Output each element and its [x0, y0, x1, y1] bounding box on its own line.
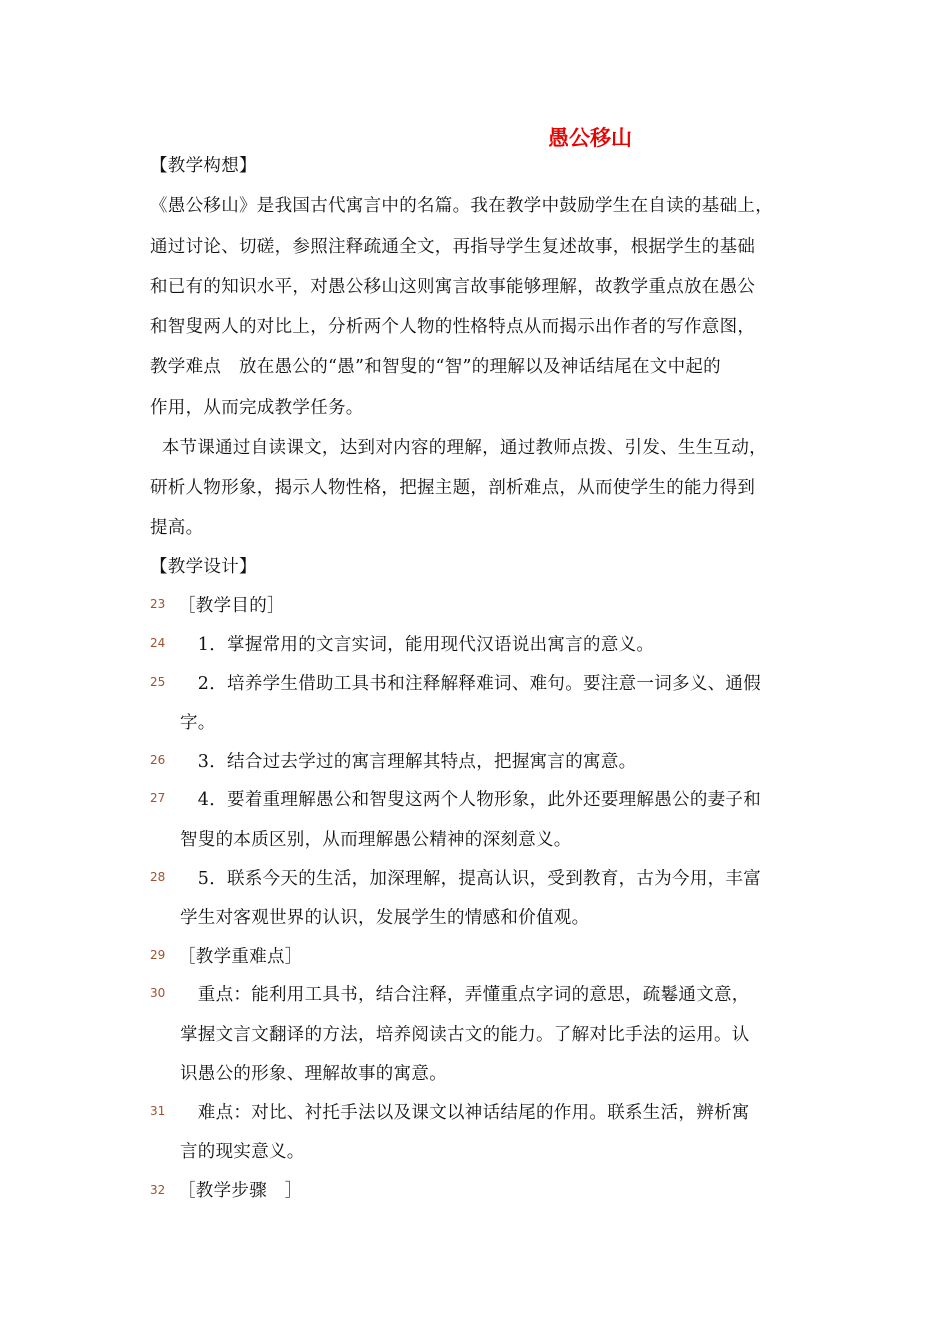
design-line: ［教学重难点］: [178, 947, 303, 967]
line-number: 26: [150, 753, 166, 767]
paragraph-line: 《愚公移山》是我国古代寓言中的名篇。我在教学中鼓励学生在自读的基础上，: [150, 196, 773, 216]
line-number: 23: [150, 597, 166, 611]
design-line: ［教学步骤 ］: [178, 1181, 303, 1201]
line-number: 28: [150, 870, 166, 884]
design-line: 学生对客观世界的认识，发展学生的情感和价值观。: [180, 908, 590, 928]
section-heading-teaching-design: 【教学设计】: [150, 557, 257, 577]
paragraph-line: 本节课通过自读课文，达到对内容的理解，通过教师点拨、引发、生生互动，: [150, 438, 767, 458]
section-heading-teaching-concept: 【教学构想】: [150, 156, 257, 176]
design-line: 5．联系今天的生活，加深理解，提高认识，受到教育，古为今用，丰富: [180, 869, 762, 889]
line-number: 30: [150, 986, 166, 1000]
document-title: 愚公移山: [548, 126, 632, 150]
paragraph-line: 研析人物形象，揭示人物性格，把握主题，剖析难点，从而使学生的能力得到: [150, 478, 756, 498]
paragraph-line: 教学难点 放在愚公的“愚”和智叟的“智”的理解以及神话结尾在文中起的: [150, 357, 721, 377]
paragraph-line: 作用，从而完成教学任务。: [150, 398, 364, 418]
design-line: 言的现实意义。: [180, 1142, 305, 1162]
line-number: 31: [150, 1104, 166, 1118]
paragraph-line: 提高。: [150, 518, 204, 538]
design-line: 识愚公的形象、理解故事的寓意。: [180, 1064, 447, 1084]
paragraph-line: 和已有的知识水平，对愚公移山这则寓言故事能够理解，故教学重点放在愚公: [150, 277, 756, 297]
paragraph-line: 通过讨论、切磋，参照注释疏通全文，再指导学生复述故事，根据学生的基础: [150, 237, 756, 257]
design-line: 2．培养学生借助工具书和注释解释难词、难句。要注意一词多义、通假: [180, 674, 762, 694]
design-line: 智叟的本质区别，从而理解愚公精神的深刻意义。: [180, 830, 572, 850]
design-line: 字。: [180, 713, 216, 733]
line-number: 24: [150, 636, 166, 650]
line-number: 32: [150, 1183, 166, 1197]
design-line: 3．结合过去学过的寓言理解其特点，把握寓言的寓意。: [180, 752, 637, 772]
design-line: 难点：对比、衬托手法以及课文以神话结尾的作用。联系生活，辨析寓: [180, 1103, 750, 1123]
design-line: 1．掌握常用的文言实词，能用现代汉语说出寓言的意义。: [180, 635, 655, 655]
design-line: 掌握文言文翻译的方法，培养阅读古文的能力。了解对比手法的运用。认: [180, 1025, 750, 1045]
design-line: 4．要着重理解愚公和智叟这两个人物形象，此外还要理解愚公的妻子和: [180, 790, 762, 810]
design-line: ［教学目的］: [178, 596, 285, 616]
line-number: 25: [150, 675, 166, 689]
line-number: 27: [150, 791, 166, 805]
line-number: 29: [150, 948, 166, 962]
design-line: 重点：能利用工具书，结合注释，弄懂重点字词的意思，疏鬈通文意，: [180, 985, 750, 1005]
paragraph-line: 和智叟两人的对比上，分析两个人物的性格特点从而揭示出作者的写作意图，: [150, 317, 756, 337]
